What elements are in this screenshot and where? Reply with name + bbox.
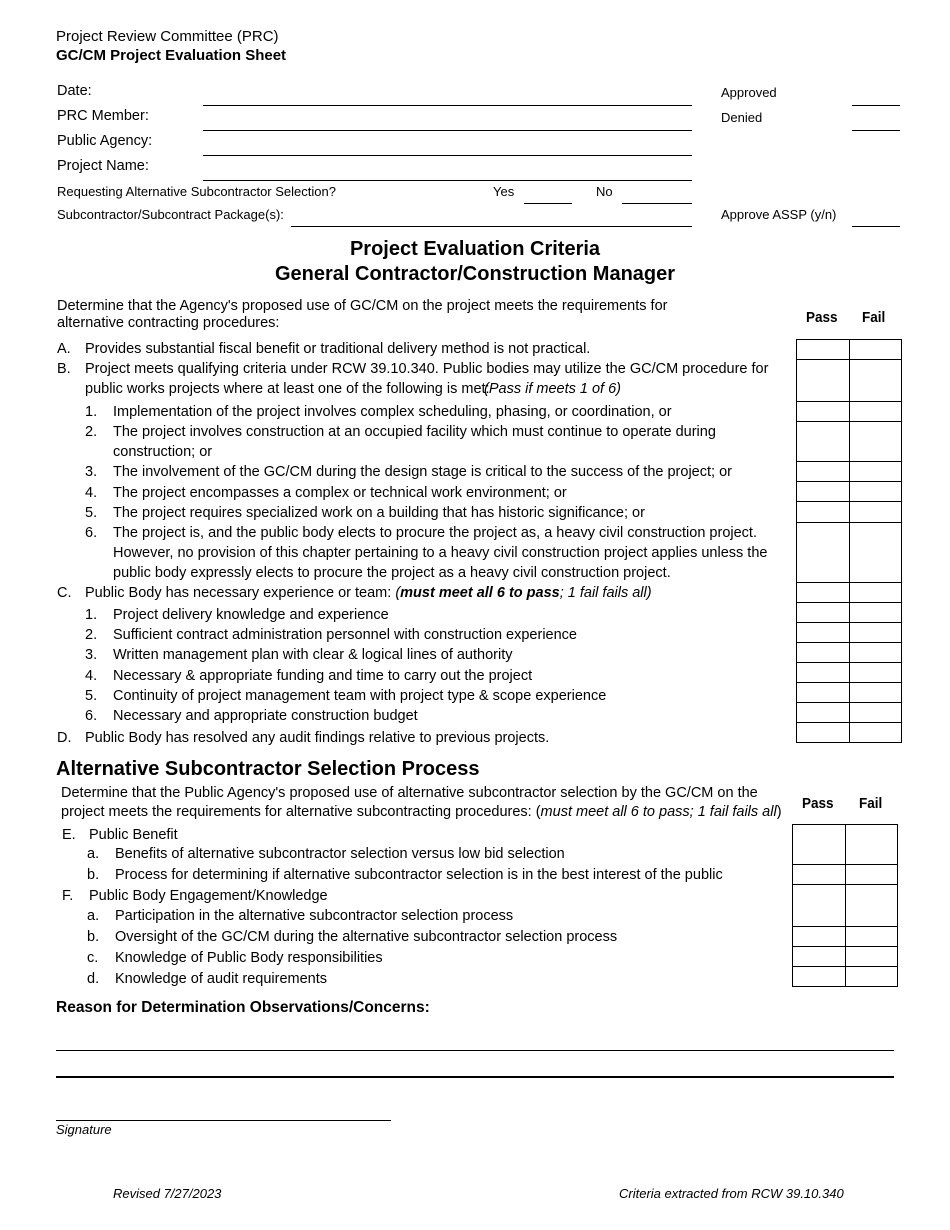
criterion-d: Public Body has resolved any audit findings relative to previous projects.: [85, 730, 550, 746]
pass-cell[interactable]: [797, 422, 850, 462]
pass-cell[interactable]: [797, 663, 850, 683]
fail-cell[interactable]: [850, 643, 902, 663]
fail-cell[interactable]: [850, 422, 902, 462]
fail-cell[interactable]: [850, 340, 902, 360]
list-item-cont: public body expressly elects to procure the project as a heavy civil construction project.: [113, 565, 671, 581]
sub-letter: c.: [87, 950, 99, 966]
reason-line-1[interactable]: [56, 1050, 894, 1051]
fail-cell[interactable]: [850, 402, 902, 422]
pass-cell[interactable]: [797, 583, 850, 603]
item-letter: B.: [57, 361, 71, 377]
pass-fail-grid: [796, 339, 902, 743]
list-item: Oversight of the GC/CM during the alternative subcontractor selection process: [115, 929, 618, 945]
pass-cell[interactable]: [797, 402, 850, 422]
fail-cell[interactable]: [850, 523, 902, 583]
yes-label: Yes: [493, 184, 515, 199]
fail-cell[interactable]: [850, 723, 902, 743]
signature-label: Signature: [56, 1122, 112, 1137]
no-field[interactable]: [622, 203, 692, 204]
approve-assp-field[interactable]: [852, 226, 900, 227]
list-item: Project delivery knowledge and experience: [113, 607, 389, 623]
reason-line-2[interactable]: [56, 1076, 894, 1078]
list-item: Benefits of alternative subcontractor selection versus low bid selection: [115, 846, 565, 862]
pass-header: Pass: [806, 309, 838, 326]
sub-letter: a.: [87, 908, 100, 924]
pass-cell[interactable]: [793, 865, 846, 885]
pass-cell[interactable]: [793, 825, 846, 865]
approved-label: Approved: [721, 85, 777, 100]
no-label: No: [596, 184, 613, 199]
assp-intro-1: Determine that the Public Agency's proposed use of alternative subcontractor selection by the GC/CM on the: [61, 785, 758, 801]
criterion-c-note: [395, 585, 651, 601]
list-item: Sufficient contract administration personnel with construction experience: [113, 627, 577, 643]
criteria-intro-1: Determine that the Agency's proposed use of GC/CM on the project meets the requirements for: [57, 298, 668, 314]
criterion-e: Public Benefit: [89, 827, 178, 843]
assp-intro-2b: must meet all 6 to pass; 1 fail fails all: [540, 804, 777, 820]
public-agency-label: Public Agency:: [57, 133, 153, 149]
project-name-field[interactable]: [203, 180, 692, 181]
assp-intro-2a: project meets the requirements for alternative subcontracting procedures: (: [61, 804, 541, 820]
item-letter: F.: [62, 888, 74, 904]
item-letter: D.: [57, 730, 72, 746]
list-item: Knowledge of audit requirements: [115, 971, 327, 987]
list-item: The project involves construction at an occupied facility which must continue to operate during: [113, 424, 716, 440]
pass-cell[interactable]: [797, 623, 850, 643]
sub-letter: b.: [87, 867, 100, 883]
fail-cell[interactable]: [850, 502, 902, 523]
prc-member-field[interactable]: [203, 130, 692, 131]
sub-number: 4.: [85, 668, 98, 684]
requesting-alt-label: Requesting Alternative Subcontractor Selection?: [57, 184, 336, 199]
sub-package-label: Subcontractor/Subcontract Package(s):: [57, 207, 284, 222]
criterion-c-text: Public Body has necessary experience or team:: [85, 585, 392, 601]
list-item: Participation in the alternative subcontractor selection process: [115, 908, 514, 924]
fail-cell[interactable]: [846, 885, 898, 927]
criterion-f: Public Body Engagement/Knowledge: [89, 888, 328, 904]
committee-name: Project Review Committee (PRC): [56, 28, 279, 45]
sub-letter: b.: [87, 929, 100, 945]
criterion-b: Project meets qualifying criteria under RCW 39.10.340. Public bodies may utilize the GC/CM procedure for: [85, 361, 769, 377]
pass-cell[interactable]: [797, 360, 850, 402]
fail-cell[interactable]: [850, 482, 902, 502]
pass-cell[interactable]: [797, 523, 850, 583]
list-item-cont: construction; or: [113, 444, 213, 460]
sub-number: 3.: [85, 647, 98, 663]
criterion-b-line2: public works projects where at least one of the following is met:: [85, 381, 490, 397]
denied-label: Denied: [721, 110, 763, 125]
yes-field[interactable]: [524, 203, 572, 204]
pass-cell[interactable]: [797, 462, 850, 482]
assp-title: Alternative Subcontractor Selection Process: [56, 758, 480, 780]
source-note: Criteria extracted from RCW 39.10.340: [619, 1186, 844, 1201]
list-item-cont: However, no provision of this chapter pertaining to a heavy civil construction project applies unless the: [113, 545, 768, 561]
list-item: The project requires specialized work on a building that has historic significance; or: [113, 505, 645, 521]
sub-package-field[interactable]: [291, 226, 692, 227]
list-item: The project is, and the public body elects to procure the project as, a heavy civil construction project.: [113, 525, 757, 541]
criterion-a: Provides substantial fiscal benefit or traditional delivery method is not practical.: [85, 341, 591, 357]
sub-number: 1.: [85, 607, 98, 623]
fail-cell[interactable]: [850, 603, 902, 623]
criteria-title: Project Evaluation Criteria: [349, 238, 601, 260]
pass-cell[interactable]: [793, 947, 846, 967]
sub-letter: a.: [87, 846, 100, 862]
date-field[interactable]: [203, 105, 692, 106]
pass-header: Pass: [802, 795, 834, 812]
sub-number: 2.: [85, 627, 98, 643]
assp-pass-fail-grid: [792, 824, 898, 987]
sub-number: 2.: [85, 424, 98, 440]
sub-number: 6.: [85, 525, 98, 541]
item-letter: E.: [62, 827, 76, 843]
pass-cell[interactable]: [793, 967, 846, 987]
pass-cell[interactable]: [797, 643, 850, 663]
fail-cell[interactable]: [850, 683, 902, 703]
revised-date: Revised 7/27/2023: [113, 1186, 222, 1201]
denied-field[interactable]: [852, 130, 900, 131]
sheet-title: GC/CM Project Evaluation Sheet: [56, 47, 287, 64]
fail-cell[interactable]: [846, 967, 898, 987]
prc-member-label: PRC Member:: [57, 108, 149, 124]
fail-cell[interactable]: [846, 825, 898, 865]
sub-number: 3.: [85, 464, 98, 480]
pass-cell[interactable]: [797, 603, 850, 623]
fail-cell[interactable]: [850, 462, 902, 482]
sub-number: 4.: [85, 485, 98, 501]
fail-cell[interactable]: [850, 663, 902, 683]
approve-assp-label: Approve ASSP (y/n): [721, 207, 837, 222]
criterion-b-note: (Pass if meets 1 of 6): [484, 381, 621, 397]
criterion-c-note-rest: ; 1 fail fails all): [559, 585, 652, 601]
sub-number: 6.: [85, 708, 98, 724]
sub-number: 1.: [85, 404, 98, 420]
pass-cell[interactable]: [797, 683, 850, 703]
pass-cell[interactable]: [793, 927, 846, 947]
assp-intro-2c: ): [776, 804, 782, 820]
reason-label: Reason for Determination Observations/Concerns:: [56, 999, 430, 1016]
pass-cell[interactable]: [797, 723, 850, 743]
list-item: Implementation of the project involves complex scheduling, phasing, or coordination, or: [113, 404, 672, 420]
list-item: Knowledge of Public Body responsibilities: [115, 950, 383, 966]
pass-cell[interactable]: [797, 703, 850, 723]
sub-number: 5.: [85, 688, 98, 704]
fail-cell[interactable]: [846, 865, 898, 885]
fail-cell[interactable]: [850, 703, 902, 723]
criteria-subtitle: General Contractor/Construction Manager: [274, 263, 676, 285]
fail-cell[interactable]: [850, 623, 902, 643]
list-item: Necessary & appropriate funding and time to carry out the project: [113, 668, 533, 684]
criterion-c: [85, 585, 652, 601]
pass-cell[interactable]: [793, 885, 846, 927]
sub-number: 5.: [85, 505, 98, 521]
fail-cell[interactable]: [850, 583, 902, 603]
list-item: The project encompasses a complex or technical work environment; or: [113, 485, 567, 501]
criterion-c-note-bold: must meet all 6 to pass: [400, 585, 560, 601]
list-item: The involvement of the GC/CM during the design stage is critical to the success of the project; or: [113, 464, 732, 480]
assp-intro-2: [61, 804, 782, 820]
pass-cell[interactable]: [797, 482, 850, 502]
fail-cell[interactable]: [850, 360, 902, 402]
paren: (: [395, 585, 401, 601]
approved-field[interactable]: [852, 105, 900, 106]
list-item: Process for determining if alternative subcontractor selection is in the best interest of the public: [115, 867, 723, 883]
item-letter: A.: [57, 341, 71, 357]
signature-field[interactable]: [56, 1120, 391, 1121]
criteria-intro-2: alternative contracting procedures:: [57, 315, 280, 331]
project-name-label: Project Name:: [57, 158, 149, 174]
fail-cell[interactable]: [846, 947, 898, 967]
sub-letter: d.: [87, 971, 100, 987]
fail-header: Fail: [859, 795, 883, 812]
date-label: Date:: [57, 83, 92, 99]
pass-cell[interactable]: [797, 502, 850, 523]
fail-header: Fail: [862, 309, 886, 326]
public-agency-field[interactable]: [203, 155, 692, 156]
pass-cell[interactable]: [797, 340, 850, 360]
list-item: Necessary and appropriate construction budget: [113, 708, 418, 724]
item-letter: C.: [57, 585, 72, 601]
fail-cell[interactable]: [846, 927, 898, 947]
list-item: Continuity of project management team with project type & scope experience: [113, 688, 607, 704]
list-item: Written management plan with clear & logical lines of authority: [113, 647, 513, 663]
